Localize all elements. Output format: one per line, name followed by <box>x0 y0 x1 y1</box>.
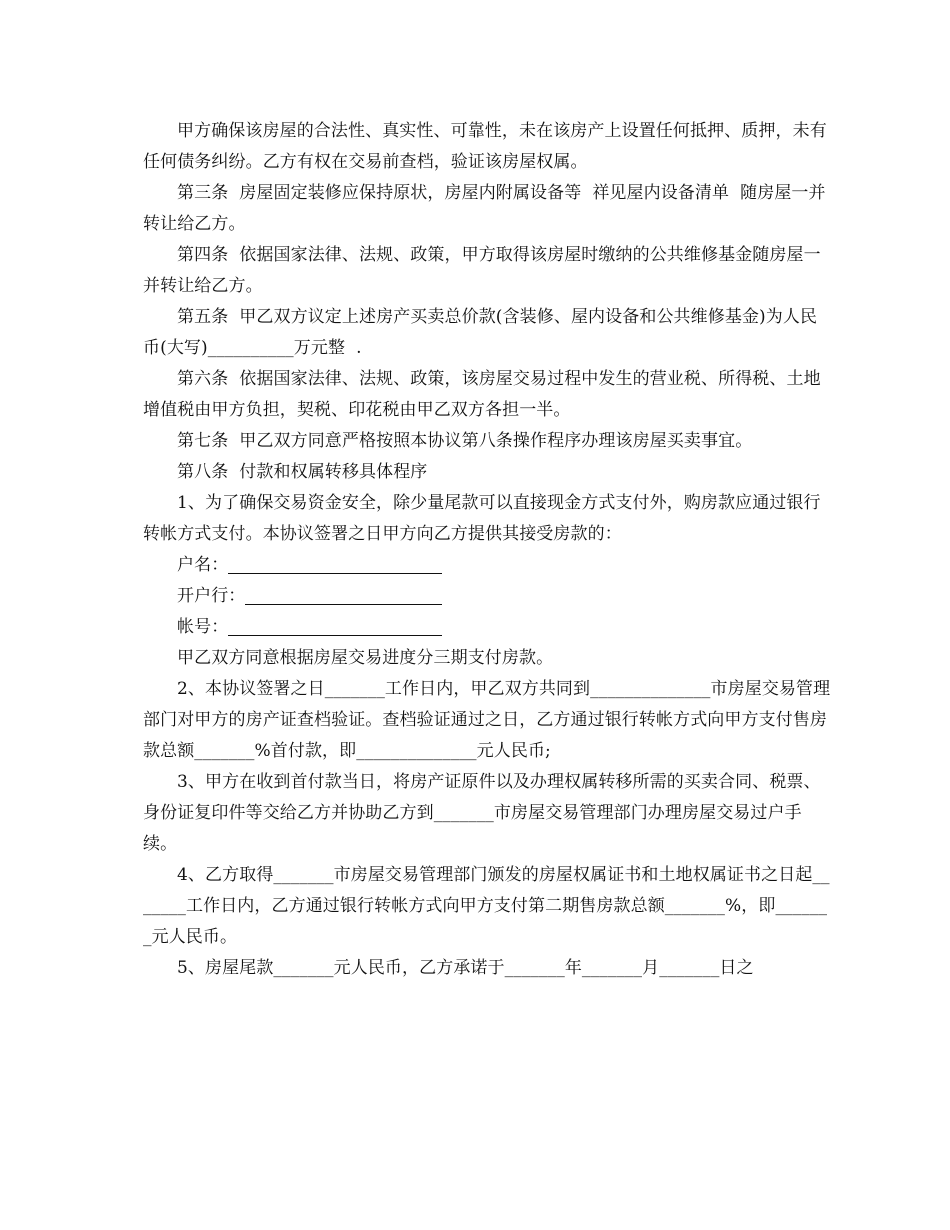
account-bank-blank <box>245 574 442 605</box>
account-number-label: 帐号： <box>177 617 229 637</box>
account-bank-label: 开户行： <box>177 586 246 606</box>
contract-body <box>143 116 833 984</box>
account-number-blank <box>228 605 442 636</box>
paragraph-house-legality: 甲方确保该房屋的合法性、真实性、可靠性，未在该房产上设置任何抵押、质押，未有任何债务纠纷。乙方有权在交易前查档，验证该房屋权属。 <box>143 121 827 172</box>
clause-5: 5、房屋尾款_______元人民币，乙方承诺于_______年_______月_______日之 <box>177 958 754 978</box>
article-7: 第七条 甲乙双方同意严格按照本协议第八条操作程序办理该房屋买卖事宜。 <box>177 431 753 451</box>
article-5: 第五条 甲乙双方议定上述房产买卖总价款(含装修、屋内设备和公共维修基金)为人民币(大写)__________万元整 . <box>143 307 818 358</box>
article-8: 第八条 付款和权属转移具体程序 <box>177 462 428 482</box>
clause-3: 3、甲方在收到首付款当日，将房产证原件以及办理权属转移所需的买卖合同、税票、身份证复印件等交给乙方并协助乙方到_______市房屋交易管理部门办理房屋交易过户手续。 <box>143 772 821 854</box>
clause-2: 2、本协议签署之日_______工作日内，甲乙双方共同到______________市房屋交易管理部门对甲方的房产证查档验证。查档验证通过之日，乙方通过银行转帐方式向甲方支付售房款总额_______%首付款，即______________元人民币; <box>143 679 831 761</box>
account-name-label: 户名： <box>177 555 229 575</box>
payment-method-paragraph: 1、为了确保交易资金安全，除少量尾款可以直接现金方式支付外，购房款应通过银行转帐方式支付。本协议签署之日甲方向乙方提供其接受房款的： <box>143 493 821 544</box>
clause-4: 4、乙方取得_______市房屋交易管理部门颁发的房屋权属证书和土地权属证书之日起_______工作日内，乙方通过银行转帐方式向甲方支付第二期售房款总额_______%，即_______元人民币。 <box>143 865 830 947</box>
article-3: 第三条 房屋固定装修应保持原状，房屋内附属设备等 祥见屋内设备清单 随房屋一并转让给乙方。 <box>143 183 826 234</box>
account-name-blank <box>228 543 442 574</box>
installment-paragraph: 甲乙双方同意根据房屋交易进度分三期支付房款。 <box>177 648 554 668</box>
account-number-row <box>143 612 833 643</box>
article-4: 第四条 依据国家法律、法规、政策，甲方取得该房屋时缴纳的公共维修基金随房屋一并转让给乙方。 <box>143 245 821 296</box>
article-6: 第六条 依据国家法律、法规、政策，该房屋交易过程中发生的营业税、所得税、土地增值税由甲方负担，契税、印花税由甲乙双方各担一半。 <box>143 369 821 420</box>
